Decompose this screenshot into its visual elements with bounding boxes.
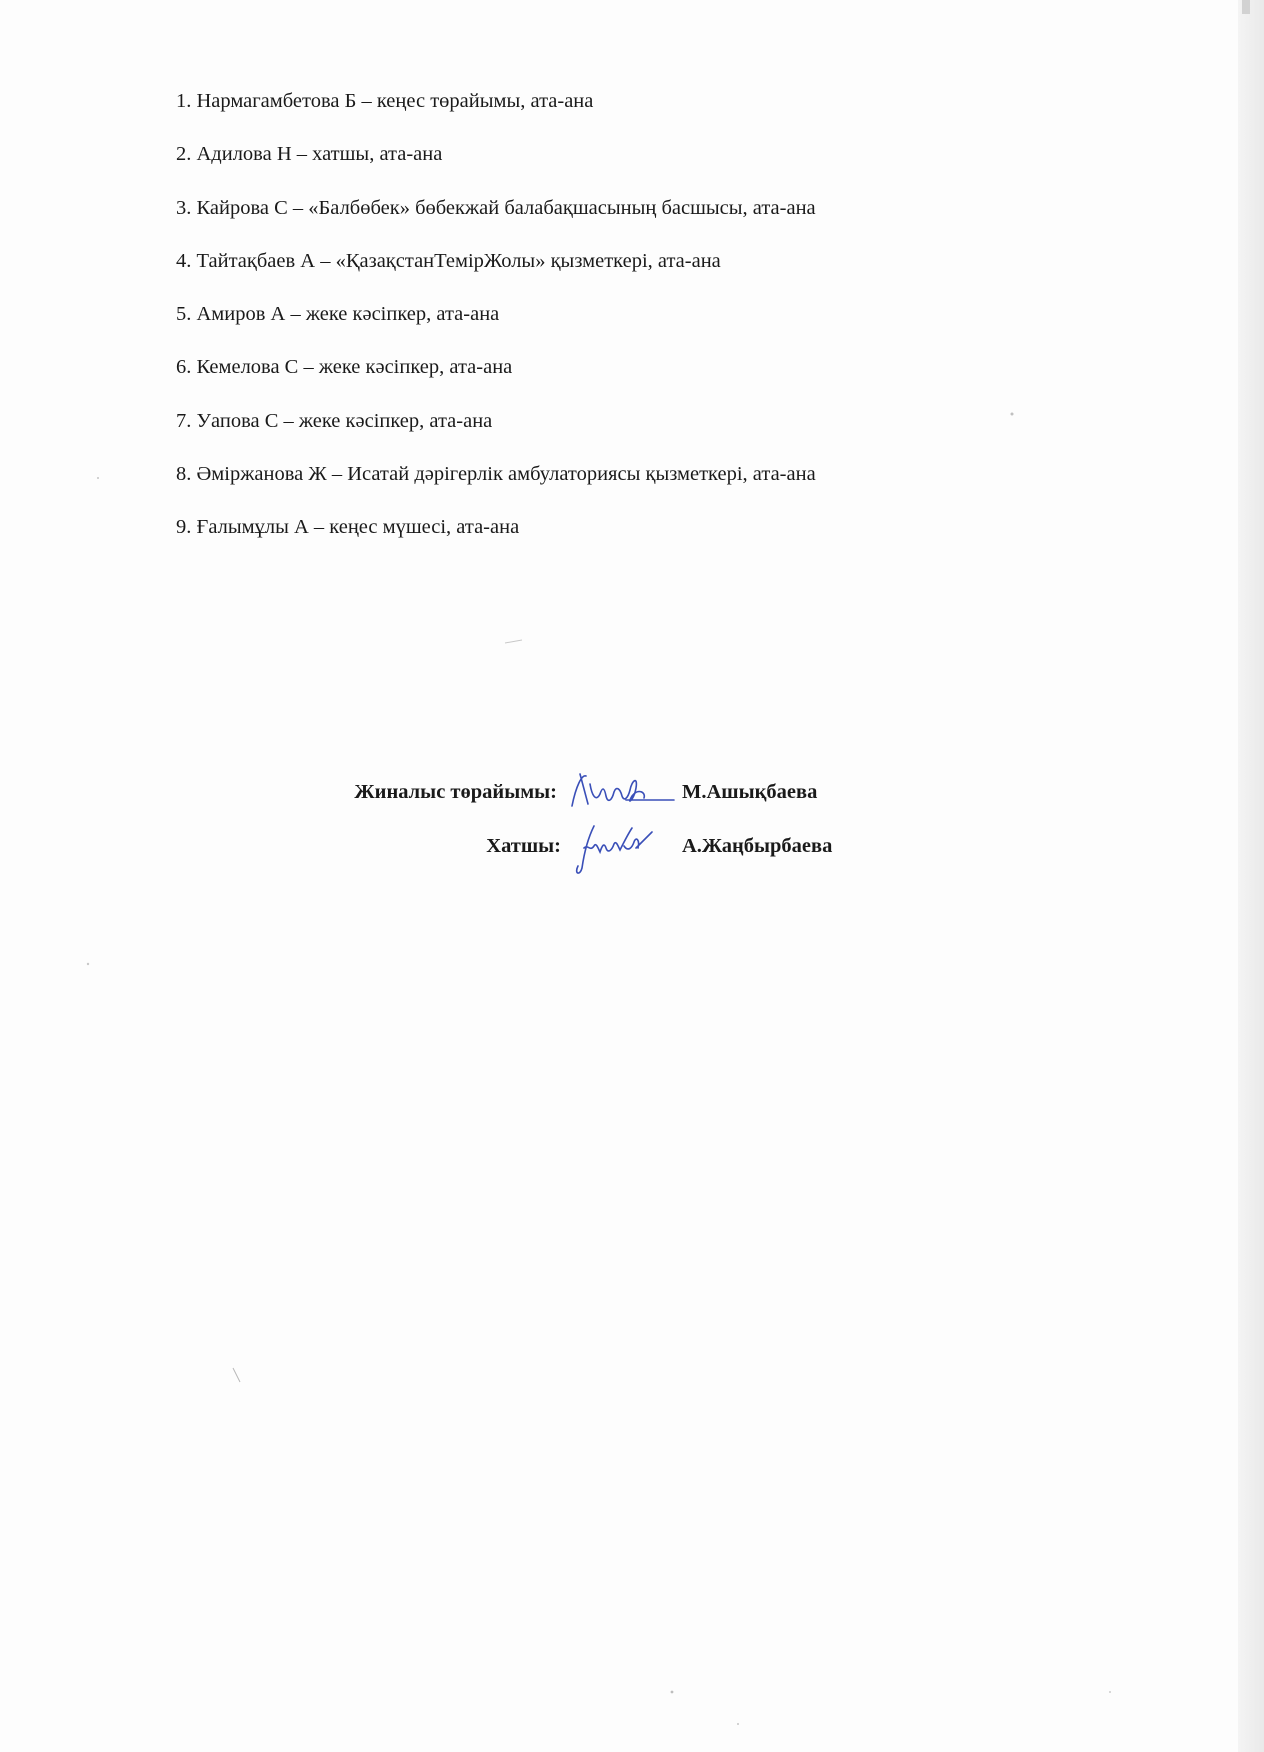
member-item: 4. Тайтақбаев А – «ҚазақстанТемірЖолы» қызметкері, ата-ана [176,249,721,272]
chair-name: М.Ашықбаева [682,781,818,803]
member-item: 2. Адилова Н – хатшы, ата-ана [176,143,443,166]
member-list [176,84,816,564]
member-item: 5. Амиров А – жеке кәсіпкер, ата-ана [176,303,500,326]
secretary-name: А.Жаңбырбаева [682,835,833,857]
member-item: 1. Нармагамбетова Б – кеңес төрайымы, ата-ана [176,90,594,112]
scan-edge-mark [1242,0,1250,14]
chair-signature [566,766,676,816]
secretary-signature-row [0,835,561,865]
member-item: 6. Кемелова С – жеке кәсіпкер, ата-ана [176,356,513,379]
member-item: 7. Уапова С – жеке кәсіпкер, ата-ана [176,409,493,432]
member-item: 3. Кайрова С – «Балбөбек» бөбекжай балабақшасының басшысы, ата-ана [176,196,816,219]
chair-role-label: Жиналыс төрайымы: [354,781,557,803]
scan-edge [1238,0,1264,1752]
chair-signature-row [0,781,557,811]
member-item: 8. Әміржанова Ж – Исатай дәрігерлік амбулаториясы қызметкері, ата-ана [176,463,816,486]
secretary-signature [566,818,662,878]
secretary-role-label: Хатшы: [486,835,561,857]
member-item: 9. Ғалымұлы А – кеңес мүшесі, ата-ана [176,516,520,539]
